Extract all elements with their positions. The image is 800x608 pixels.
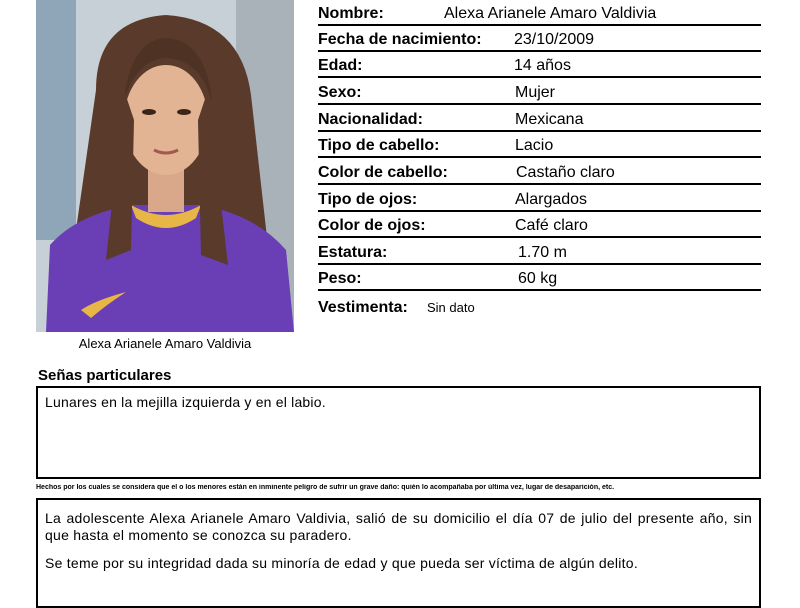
label-peso: Peso: bbox=[318, 270, 362, 287]
value-sexo: Mujer bbox=[515, 84, 556, 101]
row-tipo-ojos bbox=[318, 186, 761, 212]
label-tipo-ojos: Tipo de ojos: bbox=[318, 191, 418, 208]
row-sexo bbox=[318, 79, 761, 105]
value-peso: 60 kg bbox=[518, 270, 558, 287]
row-color-ojos bbox=[318, 212, 761, 238]
label-estatura: Estatura: bbox=[318, 244, 388, 261]
row-peso bbox=[318, 265, 761, 291]
portrait-illustration bbox=[36, 0, 294, 332]
label-edad: Edad: bbox=[318, 57, 363, 74]
value-nacionalidad: Mexicana bbox=[515, 111, 584, 128]
label-color-ojos: Color de ojos: bbox=[318, 217, 426, 234]
value-color-ojos: Café claro bbox=[515, 217, 588, 234]
value-fecha-nacimiento: 23/10/2009 bbox=[514, 31, 595, 48]
hechos-paragraph-2: Se teme por su integridad dada su minoría de edad y que pueda ser víctima de algún delito. bbox=[45, 555, 638, 571]
row-color-cabello bbox=[318, 159, 761, 185]
label-sexo: Sexo: bbox=[318, 84, 362, 101]
senas-particulares-text: Lunares en la mejilla izquierda y en el labio. bbox=[45, 394, 326, 410]
row-nacionalidad bbox=[318, 106, 761, 132]
value-color-cabello: Castaño claro bbox=[516, 164, 615, 181]
label-tipo-cabello: Tipo de cabello: bbox=[318, 137, 440, 154]
hechos-note: Hechos por los cuales se considera que el o los menores están en inminente peligro de sufrir un grave daño: quién lo acompañaba por última vez, lugar de desaparición, etc. bbox=[36, 484, 615, 491]
value-estatura: 1.70 m bbox=[518, 244, 567, 261]
label-fecha-nacimiento: Fecha de nacimiento: bbox=[318, 31, 482, 48]
row-nombre bbox=[318, 0, 761, 26]
senas-particulares-title: Señas particulares bbox=[38, 367, 172, 384]
value-vestimenta: Sin dato bbox=[427, 300, 475, 315]
row-tipo-cabello bbox=[318, 132, 761, 158]
label-nacionalidad: Nacionalidad: bbox=[318, 111, 423, 128]
row-estatura bbox=[318, 239, 761, 265]
photo-caption: Alexa Arianele Amaro Valdivia bbox=[78, 336, 252, 351]
senas-particulares-box bbox=[36, 386, 761, 479]
label-vestimenta: Vestimenta: bbox=[318, 299, 408, 316]
value-edad: 14 años bbox=[514, 57, 571, 74]
row-edad bbox=[318, 52, 761, 78]
row-fecha-nacimiento bbox=[318, 26, 761, 52]
missing-person-photo bbox=[36, 0, 294, 332]
hechos-paragraph-1: La adolescente Alexa Arianele Amaro Valdivia, salió de su domicilio el día 07 de julio del presente año, sin que hasta el momento se conozca su paradero. bbox=[45, 510, 752, 543]
label-color-cabello: Color de cabello: bbox=[318, 164, 448, 181]
hechos-box bbox=[36, 498, 761, 608]
row-vestimenta bbox=[318, 292, 761, 318]
value-tipo-cabello: Lacio bbox=[515, 137, 554, 154]
value-nombre: Alexa Arianele Amaro Valdivia bbox=[444, 5, 657, 22]
value-tipo-ojos: Alargados bbox=[515, 191, 588, 208]
label-nombre: Nombre: bbox=[318, 5, 384, 22]
